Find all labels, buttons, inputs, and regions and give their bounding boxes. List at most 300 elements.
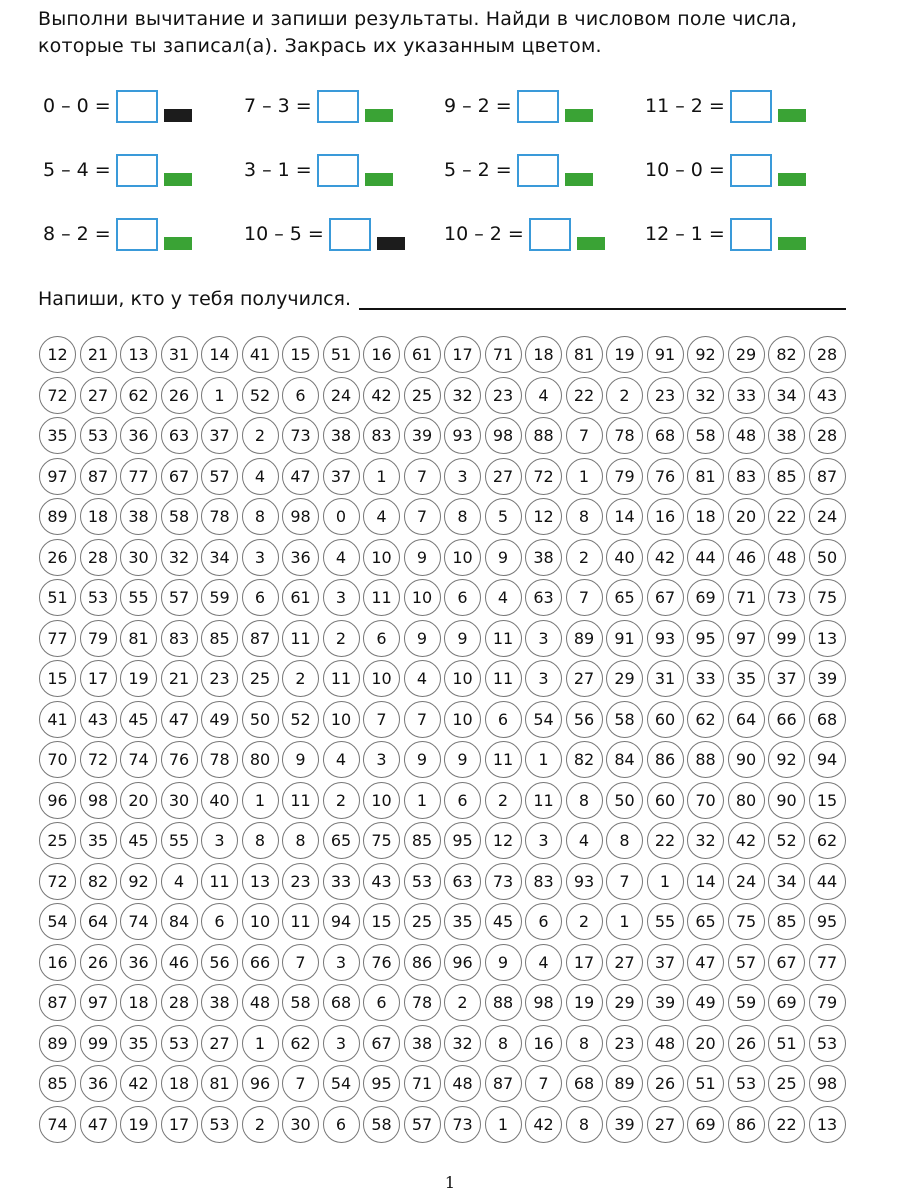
number-circle[interactable]: 38: [525, 539, 562, 576]
number-circle[interactable]: 58: [363, 1106, 400, 1143]
answer-box[interactable]: [116, 90, 158, 123]
number-circle[interactable]: 20: [687, 1025, 724, 1062]
number-circle[interactable]: 36: [80, 1065, 117, 1102]
number-circle[interactable]: 43: [809, 377, 846, 414]
number-circle[interactable]: 18: [687, 498, 724, 535]
number-circle[interactable]: 35: [39, 417, 76, 454]
number-circle[interactable]: 35: [80, 822, 117, 859]
number-circle[interactable]: 16: [363, 336, 400, 373]
number-circle[interactable]: 0: [323, 498, 360, 535]
number-circle[interactable]: 38: [201, 984, 238, 1021]
number-circle[interactable]: 7: [525, 1065, 562, 1102]
number-circle[interactable]: 53: [80, 579, 117, 616]
number-circle[interactable]: 82: [566, 741, 603, 778]
number-circle[interactable]: 20: [728, 498, 765, 535]
number-circle[interactable]: 10: [242, 903, 279, 940]
number-circle[interactable]: 4: [323, 741, 360, 778]
number-circle[interactable]: 26: [39, 539, 76, 576]
number-circle[interactable]: 60: [647, 701, 684, 738]
number-circle[interactable]: 23: [606, 1025, 643, 1062]
number-circle[interactable]: 13: [809, 1106, 846, 1143]
number-circle[interactable]: 34: [201, 539, 238, 576]
number-circle[interactable]: 97: [728, 620, 765, 657]
number-circle[interactable]: 89: [39, 1025, 76, 1062]
number-circle[interactable]: 63: [525, 579, 562, 616]
number-circle[interactable]: 4: [404, 660, 441, 697]
number-circle[interactable]: 30: [282, 1106, 319, 1143]
number-circle[interactable]: 34: [768, 863, 805, 900]
number-circle[interactable]: 36: [120, 944, 157, 981]
number-circle[interactable]: 9: [404, 620, 441, 657]
number-circle[interactable]: 51: [768, 1025, 805, 1062]
number-circle[interactable]: 86: [728, 1106, 765, 1143]
number-circle[interactable]: 50: [809, 539, 846, 576]
number-circle[interactable]: 16: [39, 944, 76, 981]
number-circle[interactable]: 10: [363, 539, 400, 576]
number-circle[interactable]: 29: [606, 984, 643, 1021]
number-circle[interactable]: 75: [809, 579, 846, 616]
number-circle[interactable]: 18: [161, 1065, 198, 1102]
number-circle[interactable]: 77: [809, 944, 846, 981]
number-circle[interactable]: 66: [242, 944, 279, 981]
number-circle[interactable]: 80: [728, 782, 765, 819]
number-circle[interactable]: 93: [444, 417, 481, 454]
number-circle[interactable]: 66: [768, 701, 805, 738]
number-circle[interactable]: 71: [485, 336, 522, 373]
number-circle[interactable]: 18: [80, 498, 117, 535]
number-circle[interactable]: 1: [606, 903, 643, 940]
number-circle[interactable]: 8: [242, 498, 279, 535]
number-circle[interactable]: 32: [444, 1025, 481, 1062]
number-circle[interactable]: 85: [404, 822, 441, 859]
number-circle[interactable]: 17: [566, 944, 603, 981]
number-circle[interactable]: 87: [80, 458, 117, 495]
number-circle[interactable]: 72: [525, 458, 562, 495]
number-circle[interactable]: 62: [282, 1025, 319, 1062]
number-circle[interactable]: 6: [525, 903, 562, 940]
answer-box[interactable]: [730, 218, 772, 251]
number-circle[interactable]: 8: [566, 498, 603, 535]
number-circle[interactable]: 83: [363, 417, 400, 454]
number-circle[interactable]: 61: [404, 336, 441, 373]
number-circle[interactable]: 33: [687, 660, 724, 697]
number-circle[interactable]: 27: [566, 660, 603, 697]
number-circle[interactable]: 65: [323, 822, 360, 859]
number-circle[interactable]: 57: [404, 1106, 441, 1143]
number-circle[interactable]: 38: [404, 1025, 441, 1062]
number-circle[interactable]: 59: [728, 984, 765, 1021]
number-circle[interactable]: 8: [242, 822, 279, 859]
number-circle[interactable]: 3: [525, 620, 562, 657]
number-circle[interactable]: 78: [606, 417, 643, 454]
number-circle[interactable]: 3: [363, 741, 400, 778]
number-circle[interactable]: 50: [242, 701, 279, 738]
number-circle[interactable]: 23: [201, 660, 238, 697]
number-circle[interactable]: 19: [606, 336, 643, 373]
number-circle[interactable]: 47: [687, 944, 724, 981]
number-circle[interactable]: 77: [120, 458, 157, 495]
number-circle[interactable]: 61: [282, 579, 319, 616]
number-circle[interactable]: 25: [404, 377, 441, 414]
number-circle[interactable]: 81: [687, 458, 724, 495]
number-circle[interactable]: 95: [444, 822, 481, 859]
number-circle[interactable]: 24: [323, 377, 360, 414]
number-circle[interactable]: 11: [282, 903, 319, 940]
number-circle[interactable]: 72: [39, 377, 76, 414]
number-circle[interactable]: 83: [161, 620, 198, 657]
number-circle[interactable]: 27: [606, 944, 643, 981]
number-circle[interactable]: 25: [768, 1065, 805, 1102]
number-circle[interactable]: 8: [444, 498, 481, 535]
number-circle[interactable]: 28: [80, 539, 117, 576]
number-circle[interactable]: 38: [323, 417, 360, 454]
number-circle[interactable]: 53: [80, 417, 117, 454]
number-circle[interactable]: 76: [161, 741, 198, 778]
number-circle[interactable]: 35: [444, 903, 481, 940]
answer-box[interactable]: [116, 154, 158, 187]
number-circle[interactable]: 2: [323, 620, 360, 657]
number-circle[interactable]: 3: [242, 539, 279, 576]
number-circle[interactable]: 10: [404, 579, 441, 616]
number-circle[interactable]: 84: [161, 903, 198, 940]
number-circle[interactable]: 23: [647, 377, 684, 414]
number-circle[interactable]: 42: [728, 822, 765, 859]
answer-box[interactable]: [529, 218, 571, 251]
number-circle[interactable]: 11: [485, 741, 522, 778]
number-circle[interactable]: 29: [606, 660, 643, 697]
number-circle[interactable]: 42: [120, 1065, 157, 1102]
number-circle[interactable]: 6: [282, 377, 319, 414]
number-circle[interactable]: 8: [566, 782, 603, 819]
number-circle[interactable]: 87: [809, 458, 846, 495]
number-circle[interactable]: 68: [647, 417, 684, 454]
number-circle[interactable]: 58: [161, 498, 198, 535]
number-circle[interactable]: 18: [120, 984, 157, 1021]
number-circle[interactable]: 53: [404, 863, 441, 900]
number-circle[interactable]: 87: [485, 1065, 522, 1102]
number-circle[interactable]: 82: [768, 336, 805, 373]
number-circle[interactable]: 1: [404, 782, 441, 819]
number-circle[interactable]: 45: [485, 903, 522, 940]
number-circle[interactable]: 97: [39, 458, 76, 495]
number-circle[interactable]: 45: [120, 822, 157, 859]
number-circle[interactable]: 65: [687, 903, 724, 940]
number-circle[interactable]: 37: [201, 417, 238, 454]
number-circle[interactable]: 96: [444, 944, 481, 981]
number-circle[interactable]: 6: [323, 1106, 360, 1143]
number-circle[interactable]: 31: [161, 336, 198, 373]
number-circle[interactable]: 20: [120, 782, 157, 819]
number-circle[interactable]: 32: [444, 377, 481, 414]
number-circle[interactable]: 79: [80, 620, 117, 657]
number-circle[interactable]: 50: [606, 782, 643, 819]
number-circle[interactable]: 67: [363, 1025, 400, 1062]
number-circle[interactable]: 73: [768, 579, 805, 616]
number-circle[interactable]: 6: [363, 620, 400, 657]
number-circle[interactable]: 40: [606, 539, 643, 576]
number-circle[interactable]: 62: [809, 822, 846, 859]
number-circle[interactable]: 36: [282, 539, 319, 576]
number-circle[interactable]: 53: [161, 1025, 198, 1062]
number-circle[interactable]: 7: [363, 701, 400, 738]
number-circle[interactable]: 8: [566, 1106, 603, 1143]
number-circle[interactable]: 95: [809, 903, 846, 940]
number-circle[interactable]: 79: [809, 984, 846, 1021]
number-circle[interactable]: 68: [323, 984, 360, 1021]
number-circle[interactable]: 5: [485, 498, 522, 535]
number-circle[interactable]: 2: [606, 377, 643, 414]
number-circle[interactable]: 39: [647, 984, 684, 1021]
number-circle[interactable]: 37: [323, 458, 360, 495]
number-circle[interactable]: 76: [363, 944, 400, 981]
number-circle[interactable]: 76: [647, 458, 684, 495]
number-circle[interactable]: 19: [566, 984, 603, 1021]
number-circle[interactable]: 75: [728, 903, 765, 940]
number-circle[interactable]: 4: [323, 539, 360, 576]
number-circle[interactable]: 4: [242, 458, 279, 495]
number-circle[interactable]: 22: [768, 1106, 805, 1143]
number-circle[interactable]: 3: [444, 458, 481, 495]
number-circle[interactable]: 81: [566, 336, 603, 373]
number-circle[interactable]: 64: [728, 701, 765, 738]
number-circle[interactable]: 42: [647, 539, 684, 576]
number-circle[interactable]: 28: [161, 984, 198, 1021]
number-circle[interactable]: 56: [201, 944, 238, 981]
number-circle[interactable]: 74: [120, 903, 157, 940]
number-circle[interactable]: 92: [120, 863, 157, 900]
number-circle[interactable]: 39: [404, 417, 441, 454]
number-circle[interactable]: 2: [566, 539, 603, 576]
number-circle[interactable]: 55: [120, 579, 157, 616]
number-circle[interactable]: 26: [647, 1065, 684, 1102]
number-circle[interactable]: 44: [687, 539, 724, 576]
number-circle[interactable]: 91: [606, 620, 643, 657]
number-circle[interactable]: 1: [201, 377, 238, 414]
number-circle[interactable]: 2: [444, 984, 481, 1021]
number-circle[interactable]: 98: [282, 498, 319, 535]
number-circle[interactable]: 8: [485, 1025, 522, 1062]
number-circle[interactable]: 70: [687, 782, 724, 819]
number-circle[interactable]: 54: [525, 701, 562, 738]
number-circle[interactable]: 27: [80, 377, 117, 414]
number-circle[interactable]: 12: [39, 336, 76, 373]
number-circle[interactable]: 19: [120, 660, 157, 697]
number-circle[interactable]: 15: [282, 336, 319, 373]
number-circle[interactable]: 4: [525, 377, 562, 414]
number-circle[interactable]: 38: [768, 417, 805, 454]
number-circle[interactable]: 10: [323, 701, 360, 738]
number-circle[interactable]: 59: [201, 579, 238, 616]
number-circle[interactable]: 2: [242, 417, 279, 454]
number-circle[interactable]: 84: [606, 741, 643, 778]
number-circle[interactable]: 6: [444, 579, 481, 616]
number-circle[interactable]: 7: [404, 458, 441, 495]
number-circle[interactable]: 85: [201, 620, 238, 657]
number-circle[interactable]: 73: [444, 1106, 481, 1143]
number-circle[interactable]: 11: [363, 579, 400, 616]
number-circle[interactable]: 55: [647, 903, 684, 940]
number-circle[interactable]: 32: [687, 822, 724, 859]
number-circle[interactable]: 46: [161, 944, 198, 981]
number-circle[interactable]: 99: [768, 620, 805, 657]
number-circle[interactable]: 48: [728, 417, 765, 454]
number-circle[interactable]: 28: [809, 417, 846, 454]
number-circle[interactable]: 10: [444, 660, 481, 697]
number-circle[interactable]: 24: [728, 863, 765, 900]
number-circle[interactable]: 17: [444, 336, 481, 373]
number-circle[interactable]: 53: [728, 1065, 765, 1102]
number-circle[interactable]: 4: [485, 579, 522, 616]
number-circle[interactable]: 47: [80, 1106, 117, 1143]
number-circle[interactable]: 51: [323, 336, 360, 373]
number-circle[interactable]: 63: [444, 863, 481, 900]
number-circle[interactable]: 53: [201, 1106, 238, 1143]
number-circle[interactable]: 25: [242, 660, 279, 697]
number-circle[interactable]: 3: [525, 660, 562, 697]
number-circle[interactable]: 70: [39, 741, 76, 778]
answer-box[interactable]: [517, 90, 559, 123]
number-circle[interactable]: 38: [120, 498, 157, 535]
number-circle[interactable]: 16: [647, 498, 684, 535]
number-circle[interactable]: 48: [242, 984, 279, 1021]
number-circle[interactable]: 72: [80, 741, 117, 778]
number-circle[interactable]: 73: [485, 863, 522, 900]
number-circle[interactable]: 9: [282, 741, 319, 778]
number-circle[interactable]: 13: [120, 336, 157, 373]
number-circle[interactable]: 11: [525, 782, 562, 819]
number-circle[interactable]: 52: [282, 701, 319, 738]
number-circle[interactable]: 96: [39, 782, 76, 819]
number-circle[interactable]: 1: [566, 458, 603, 495]
answer-line[interactable]: [359, 286, 846, 310]
number-circle[interactable]: 2: [282, 660, 319, 697]
number-circle[interactable]: 98: [525, 984, 562, 1021]
number-circle[interactable]: 88: [485, 984, 522, 1021]
number-circle[interactable]: 30: [161, 782, 198, 819]
number-circle[interactable]: 43: [363, 863, 400, 900]
number-circle[interactable]: 4: [161, 863, 198, 900]
number-circle[interactable]: 1: [363, 458, 400, 495]
number-circle[interactable]: 54: [39, 903, 76, 940]
number-circle[interactable]: 54: [323, 1065, 360, 1102]
number-circle[interactable]: 27: [485, 458, 522, 495]
number-circle[interactable]: 65: [606, 579, 643, 616]
number-circle[interactable]: 33: [323, 863, 360, 900]
number-circle[interactable]: 46: [728, 539, 765, 576]
number-circle[interactable]: 78: [201, 498, 238, 535]
number-circle[interactable]: 81: [120, 620, 157, 657]
number-circle[interactable]: 23: [282, 863, 319, 900]
number-circle[interactable]: 11: [323, 660, 360, 697]
number-circle[interactable]: 58: [282, 984, 319, 1021]
number-circle[interactable]: 18: [525, 336, 562, 373]
number-circle[interactable]: 74: [39, 1106, 76, 1143]
number-circle[interactable]: 7: [404, 701, 441, 738]
number-circle[interactable]: 6: [363, 984, 400, 1021]
number-circle[interactable]: 1: [242, 1025, 279, 1062]
number-circle[interactable]: 74: [120, 741, 157, 778]
number-circle[interactable]: 21: [161, 660, 198, 697]
number-circle[interactable]: 9: [444, 741, 481, 778]
number-circle[interactable]: 14: [687, 863, 724, 900]
number-circle[interactable]: 7: [566, 579, 603, 616]
number-circle[interactable]: 89: [39, 498, 76, 535]
number-circle[interactable]: 51: [687, 1065, 724, 1102]
number-circle[interactable]: 48: [768, 539, 805, 576]
number-circle[interactable]: 10: [363, 782, 400, 819]
number-circle[interactable]: 1: [647, 863, 684, 900]
number-circle[interactable]: 92: [768, 741, 805, 778]
answer-box[interactable]: [317, 154, 359, 187]
number-circle[interactable]: 55: [161, 822, 198, 859]
number-circle[interactable]: 29: [728, 336, 765, 373]
number-circle[interactable]: 83: [728, 458, 765, 495]
number-circle[interactable]: 94: [809, 741, 846, 778]
number-circle[interactable]: 48: [647, 1025, 684, 1062]
number-circle[interactable]: 31: [647, 660, 684, 697]
number-circle[interactable]: 17: [161, 1106, 198, 1143]
number-circle[interactable]: 14: [606, 498, 643, 535]
number-circle[interactable]: 91: [647, 336, 684, 373]
number-circle[interactable]: 9: [485, 539, 522, 576]
number-circle[interactable]: 52: [768, 822, 805, 859]
number-circle[interactable]: 34: [768, 377, 805, 414]
number-circle[interactable]: 41: [39, 701, 76, 738]
number-circle[interactable]: 6: [444, 782, 481, 819]
number-circle[interactable]: 64: [80, 903, 117, 940]
number-circle[interactable]: 45: [120, 701, 157, 738]
number-circle[interactable]: 4: [566, 822, 603, 859]
number-circle[interactable]: 26: [161, 377, 198, 414]
number-circle[interactable]: 37: [768, 660, 805, 697]
number-circle[interactable]: 30: [120, 539, 157, 576]
number-circle[interactable]: 97: [80, 984, 117, 1021]
number-circle[interactable]: 2: [566, 903, 603, 940]
number-circle[interactable]: 36: [120, 417, 157, 454]
number-circle[interactable]: 26: [728, 1025, 765, 1062]
number-circle[interactable]: 60: [647, 782, 684, 819]
number-circle[interactable]: 32: [687, 377, 724, 414]
number-circle[interactable]: 67: [647, 579, 684, 616]
number-circle[interactable]: 86: [647, 741, 684, 778]
number-circle[interactable]: 15: [363, 903, 400, 940]
number-circle[interactable]: 48: [444, 1065, 481, 1102]
number-circle[interactable]: 99: [80, 1025, 117, 1062]
answer-box[interactable]: [730, 90, 772, 123]
number-circle[interactable]: 42: [363, 377, 400, 414]
number-circle[interactable]: 43: [80, 701, 117, 738]
number-circle[interactable]: 7: [404, 498, 441, 535]
number-circle[interactable]: 22: [647, 822, 684, 859]
number-circle[interactable]: 77: [39, 620, 76, 657]
number-circle[interactable]: 75: [363, 822, 400, 859]
number-circle[interactable]: 44: [809, 863, 846, 900]
number-circle[interactable]: 57: [728, 944, 765, 981]
number-circle[interactable]: 13: [809, 620, 846, 657]
number-circle[interactable]: 89: [566, 620, 603, 657]
number-circle[interactable]: 98: [485, 417, 522, 454]
answer-box[interactable]: [116, 218, 158, 251]
number-circle[interactable]: 3: [323, 579, 360, 616]
number-circle[interactable]: 88: [687, 741, 724, 778]
number-circle[interactable]: 2: [485, 782, 522, 819]
number-circle[interactable]: 96: [242, 1065, 279, 1102]
number-circle[interactable]: 1: [242, 782, 279, 819]
number-circle[interactable]: 42: [525, 1106, 562, 1143]
number-circle[interactable]: 35: [120, 1025, 157, 1062]
number-circle[interactable]: 3: [323, 1025, 360, 1062]
number-circle[interactable]: 67: [161, 458, 198, 495]
